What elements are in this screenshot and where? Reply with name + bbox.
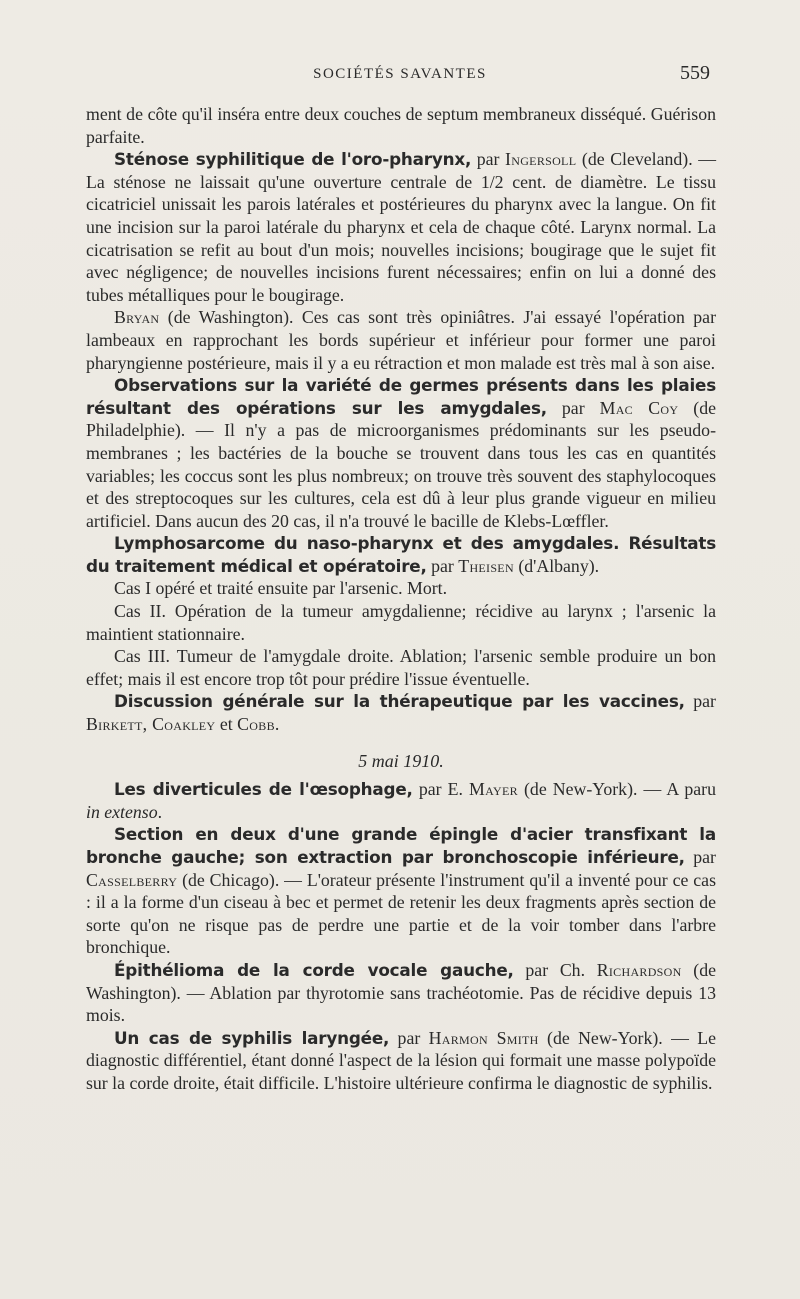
entry-by: par [426, 555, 459, 576]
entry-text: (d'Albany). [513, 555, 600, 576]
entry-author: Casselberry [86, 869, 178, 890]
page-body [86, 103, 716, 1095]
entry-italic: in extenso [86, 801, 158, 822]
session-date: 5 mai 1910. [358, 750, 444, 771]
paragraph [86, 645, 716, 690]
entry-author: Bryan [114, 307, 160, 328]
page-number: 559 [680, 62, 710, 84]
entry-author: Harmon Smith [428, 1027, 539, 1048]
entry-text: (de Philadelphie). — Il n'y a pas de microorganismes prédominants sur les pseudo-membranes ; les bactéries de la bouche se trouvent dans tous les cas en quantités variables; les coccus sont les plus nombreux; on trouve très souvent des staphylocoques et des streptocoques sur les cultures, cela est dû à leur plus grande vigueur en milieu artificiel. Dans aucun des 20 cas, il n'a trouvé le bacille de Klebs-Lœffler. [86, 397, 717, 531]
entry [86, 823, 716, 959]
paragraph-text: Cas II. Opération de la tumeur amygdalienne; récidive au larynx ; l'arsenic la maintient stationnaire. [86, 601, 716, 644]
entry-author: Ingersoll [505, 149, 577, 170]
entry [86, 532, 716, 577]
entry-by: par [471, 149, 506, 170]
entry-by: par [684, 847, 716, 867]
page-header [90, 62, 710, 92]
entry-author: Birkett, Coakley [86, 714, 216, 735]
entry-by: par [389, 1027, 429, 1048]
entry-title: Sténose syphilitique de l'oro-pharynx, [114, 149, 472, 170]
entry-title: Épithélioma de la corde vocale gauche, [114, 959, 514, 980]
entry-text: (de New-York). — A paru [517, 779, 716, 800]
entry-by: par [546, 397, 600, 418]
entry-title: Section en deux d'une grande épingle d'acier transfixant la bronche gauche; son extraction par bronchoscopie inférieure, [86, 824, 716, 867]
entry-text: et [215, 714, 238, 735]
entry-by: par [684, 691, 716, 712]
paragraph [86, 103, 716, 148]
entry-title: Lymphosarcome du naso-pharynx et des amygdales. Résultats du traitement médical et opératoire, [86, 533, 716, 576]
entry-text: (de Cleveland). — La sténose ne laissait qu'une ouverture centrale de 1/2 cent. de diamètre. Le tissu cicatriciel unissait les parois latérales et postérieures du pharynx avec la langue. On fit une incision sur la paroi latérale du pharynx et cela de chaque côté. Larynx normal. La cicatrisation se refit au bout d'un mois; nouvelles incisions; bougirage que le sujet fit avec négligence; de nouvelles incisions furent nécessaires; enfin on lui a donné des tubes métalliques pour le bougirage. [86, 149, 717, 305]
running-title: SOCIÉTÉS SAVANTES [313, 66, 487, 82]
paragraph [86, 600, 716, 645]
entry-title: Observations sur la variété de germes présents dans les plaies résultant des opérations sur les amygdales, [86, 375, 716, 418]
entry [86, 148, 716, 306]
entry-text: (de Chicago). — L'orateur présente l'instrument qu'il a inventé pour ce cas : il a la forme d'un ciseau à bec et permet de retenir les deux fragments après section de sorte qu'on ne risque pas de perdre une partie et de la voir tomber dans l'arbre bronchique. [86, 869, 716, 958]
entry-by: par E. [412, 779, 470, 800]
entry-text: . [157, 801, 163, 822]
entry [86, 690, 716, 735]
entry-title: Un cas de syphilis laryngée, [114, 1027, 390, 1048]
paragraph-text: Cas III. Tumeur de l'amygdale droite. Ablation; l'arsenic semble produire un bon effet; mais il est encore trop tôt pour prédire l'issue éventuelle. [86, 646, 716, 689]
entry-author: Theisen [458, 555, 514, 576]
entry [86, 959, 716, 1027]
entry [86, 1027, 716, 1095]
entry [86, 778, 716, 823]
entry-by: par Ch. [513, 959, 597, 980]
paragraph [86, 577, 716, 600]
entry-text: (de Washington). — Ablation par thyrotomie sans trachéotomie. Pas de récidive depuis 13 mois. [86, 959, 716, 1026]
entry-author: Mayer [469, 779, 518, 800]
entry-title: Discussion générale sur la thérapeutique par les vaccines, [114, 691, 685, 712]
entry-text: (de New-York). — Le diagnostic différentiel, étant donné l'aspect de la lésion qui formait une masse polypoïde sur la corde droite, était difficile. L'histoire ultérieure confirma le diagnostic de syphilis. [86, 1027, 716, 1093]
entry-author: Mac Coy [599, 397, 679, 418]
entry-text: . [274, 714, 280, 735]
paragraph-text: ment de côte qu'il inséra entre deux couches de septum membraneux disséqué. Guérison parfaite. [86, 104, 716, 147]
entry-title: Les diverticules de l'œsophage, [114, 779, 413, 800]
entry-text: (de Washington). Ces cas sont très opiniâtres. J'ai essayé l'opération par lambeaux en rapprochant les bords supérieur et inférieur pour former une paroi pharyngienne postérieure, mais il y a eu rétraction et mon malade est très mal à son aise. [86, 307, 716, 373]
entry [86, 374, 716, 532]
paragraph-text: Cas I opéré et traité ensuite par l'arsenic. Mort. [114, 578, 448, 599]
entry-author: Richardson [596, 959, 682, 980]
paragraph [86, 306, 716, 374]
entry-author: Cobb [237, 714, 275, 735]
